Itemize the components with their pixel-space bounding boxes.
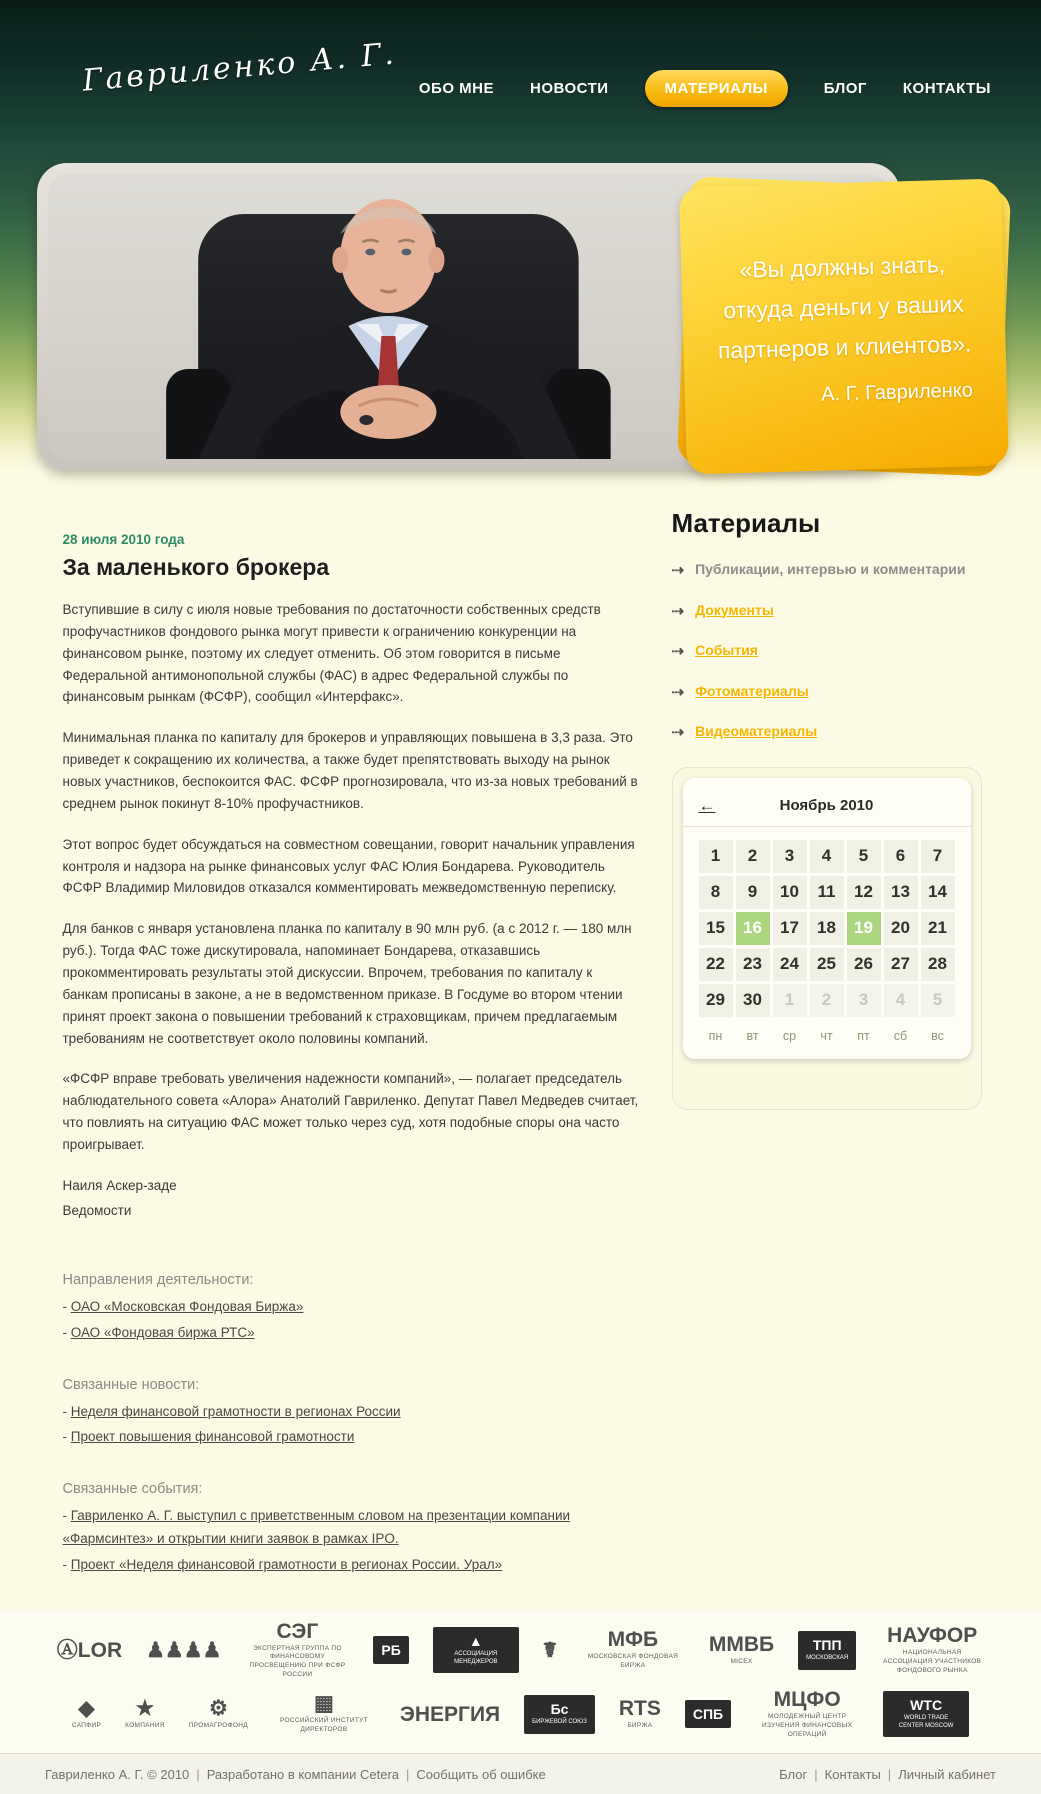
calendar-grid [699,840,955,1017]
partner-logo-naufor[interactable] [880,1625,984,1675]
article-source: Ведомости [62,1202,132,1218]
related-link-row: - Проект «Неделя финансовой грамотности в регионах России. Урал» [62,1557,503,1573]
nav-item-about[interactable]: ОБО МНЕ [418,80,494,97]
sidebar-item-documents[interactable] [672,602,982,622]
calendar-day[interactable]: 17 [773,912,807,945]
partner-logo-text: НАУФОР [887,1624,978,1648]
article-body [63,599,640,1156]
calendar [683,778,971,1059]
calendar-day[interactable]: 28 [921,948,955,981]
related-sections [63,1272,640,1578]
partner-logo-energia[interactable] [400,1704,500,1725]
partner-logo-caption: ЭКСПЕРТНАЯ ГРУППА ПО ФИНАНСОВОМУ ПРОСВЕЩЕНИЮ ПРИ ФСФР РОССИИ [249,1644,346,1678]
footer-link-0[interactable]: Блог [779,1766,808,1782]
calendar-weekday: вт [746,1028,759,1043]
related-section [63,1377,640,1450]
sidebar-item-label: Публикации, интервью и комментарии [695,561,966,577]
partner-logo-text: ♟♟♟♟ [146,1638,222,1662]
calendar-day[interactable]: 25 [810,948,844,981]
arrow-bullet-icon: ⇢ [671,683,685,701]
calendar-day[interactable]: 14 [921,876,955,909]
footer-separator: | [814,1766,818,1782]
quote-card [683,183,1005,470]
calendar-weekday: чт [820,1028,833,1043]
partner-logo-seg[interactable] [245,1621,349,1680]
calendar-panel [672,767,982,1110]
partner-logo-text: ММВБ [708,1632,775,1656]
nav-item-materials[interactable]: МАТЕРИАЛЫ [645,70,788,107]
calendar-day[interactable]: 13 [884,876,918,909]
partner-logo-rts[interactable] [619,1698,661,1731]
calendar-day[interactable]: 8 [699,876,733,909]
materials-menu [672,561,982,743]
calendar-day: 4 [884,984,918,1017]
calendar-day[interactable]: 15 [699,912,733,945]
partner-logo-caption: САПФИР [71,1721,102,1729]
partner-logo-text: ЭНЕРГИЯ [399,1702,501,1726]
sidebar [672,470,982,1610]
sidebar-item-photos[interactable] [672,683,982,703]
partner-logo-caption: КОМПАНИЯ [125,1721,165,1729]
calendar-day[interactable]: 22 [699,948,733,981]
calendar-day[interactable]: 1 [699,840,733,873]
partner-logo-text: ТПП [812,1636,842,1653]
partner-logo-text: Бс [550,1700,569,1717]
footer-link[interactable]: Сообщить об ошибке [416,1766,546,1782]
sidebar-item-label[interactable]: Фотоматериалы [695,682,809,699]
arrow-bullet-icon: ⇢ [671,602,685,620]
footer-left [45,1767,546,1782]
related-section-title: Направления деятельности: [62,1271,254,1288]
arrow-bullet-icon: ⇢ [671,562,685,579]
calendar-day[interactable]: 20 [884,912,918,945]
partner-logo-box [524,1695,595,1734]
related-link-row: - Проект повышения финансовой грамотности [62,1429,355,1445]
partner-logo-mtpp[interactable] [798,1631,856,1670]
calendar-weekday: ср [782,1028,797,1043]
quote-card-front-layer [679,179,1009,475]
partner-logo-text: ▦ [314,1692,334,1716]
partner-logo-box [798,1631,856,1670]
related-section-title: Связанные события: [62,1481,203,1498]
sidebar-item-label[interactable]: Документы [695,601,774,618]
sidebar-item-label[interactable]: Видеоматериалы [695,723,818,739]
calendar-weekday: пн [708,1028,723,1043]
calendar-weekdays [699,1029,955,1043]
nav-item-news[interactable]: НОВОСТИ [530,80,609,97]
partner-logo-alor[interactable] [57,1640,122,1661]
related-link-row: - Неделя финансовой грамотности в регионах России [62,1403,401,1419]
article-date: 28 июля 2010 года [62,532,185,547]
content-area [40,470,1002,1610]
article-paragraph: Вступившие в силу с июля новые требования по достаточности собственных средств профучастников фондового рынка могут привести к ограничению конкуренции на финансовом рынке, поэтому их следует отменить. Об этом говорится в письме Федеральной антимонопольной службы (ФАС) в адрес Федеральной службы по финансовым рынкам (ФСФР), сообщил «Интерфакс». [62,602,601,705]
related-link-row: - ОАО «Московская Фондовая Биржа» [62,1298,304,1314]
quote-author: А. Г. Гавриленко [820,379,974,406]
partner-logo-caption: РОССИЙСКИЙ ИНСТИТУТ ДИРЕКТОРОВ [279,1717,368,1734]
related-link-row: - Гавриленко А. Г. выступил с приветственным словом на презентации компании «Фармсинтез» и открытии книги заявок в рамках IPO. [62,1508,571,1547]
related-link[interactable]: Проект повышения финансовой грамотности [70,1429,355,1445]
partner-logo-caption: ПРОМАГРОФОНД [188,1721,248,1729]
partner-logo-box [685,1700,731,1728]
calendar-day[interactable]: 6 [884,840,918,873]
nav-item-blog[interactable]: БЛОГ [823,80,867,97]
partner-logo-text: СЭГ [276,1619,319,1643]
partner-logo-people-group[interactable] [146,1640,221,1661]
partner-logo-box [433,1627,519,1674]
footer-separator: | [406,1766,410,1782]
article-author: Наиля Аскер-заде [62,1177,177,1193]
footer-copyright: Гавриленко А. Г. © 2010 [45,1766,190,1782]
partner-logo-rb[interactable] [373,1636,408,1664]
sidebar-item-publications[interactable] [672,561,982,581]
partner-logo-assoc-managers[interactable] [433,1627,519,1674]
calendar-header [699,794,955,818]
site-header [0,0,1041,140]
partner-logo-caption: МОСКОВСКАЯ ФОНДОВАЯ БИРЖА [587,1653,679,1670]
calendar-day[interactable]: 30 [736,984,770,1017]
footer-separator: | [887,1766,892,1782]
calendar-day[interactable]: 29 [699,984,733,1017]
partner-logo-birzhevoy-soyuz[interactable] [524,1695,595,1734]
partner-logo-text: СПБ [692,1706,724,1723]
calendar-day[interactable]: 3 [773,840,807,873]
partner-logo-caption: НАЦИОНАЛЬНАЯ АССОЦИАЦИЯ УЧАСТНИКОВ ФОНДОВОГО РЫНКА [883,1649,982,1674]
partner-logo-caption: MICEX [730,1657,753,1665]
partner-logo-text: ☤ [542,1638,557,1662]
calendar-day: 1 [773,984,807,1017]
calendar-day[interactable]: 26 [847,948,881,981]
footer-link-2[interactable]: Личный кабинет [898,1766,996,1782]
calendar-month-label: Ноябрь 2010 [779,797,874,814]
related-link[interactable]: ОАО «Московская Фондовая Биржа» [70,1298,304,1314]
partner-logo-text: ◆ [78,1696,95,1720]
partner-logo-text: ⒶLOR [56,1638,123,1662]
partner-logo-caduceus[interactable] [543,1640,557,1661]
footer-separator: | [196,1766,200,1782]
related-link[interactable]: Неделя финансовой грамотности в регионах России [70,1403,401,1419]
footer-right [779,1767,996,1782]
partner-logo-spb[interactable] [685,1700,731,1728]
related-section-title: Связанные новости: [62,1376,200,1393]
quote-line: партнеров и клиентов». [717,330,972,364]
related-link-row: - ОАО «Фондовая биржа РТС» [62,1324,255,1340]
related-section [63,1481,640,1577]
related-link[interactable]: ОАО «Фондовая биржа РТС» [70,1324,255,1340]
related-section [63,1272,640,1345]
calendar-weekday: сб [893,1028,908,1043]
calendar-day: 5 [921,984,955,1017]
hero-section [0,140,1041,470]
partner-logo-wtc[interactable] [883,1691,969,1738]
partner-logo-mcfo[interactable] [755,1689,859,1739]
calendar-weekday: вс [931,1028,944,1043]
calendar-prev-month-button[interactable]: ← [698,795,716,815]
partner-logo-caption: WORLD TRADE CENTER MOSCOW [898,1714,954,1729]
partner-logo-caption: БИРЖЕВОЙ СОЮЗ [532,1718,587,1725]
sidebar-title: Материалы [671,508,821,538]
calendar-day[interactable]: 4 [810,840,844,873]
partner-logo-caption: АССОЦИАЦИЯ МЕНЕДЖЕРОВ [454,1650,498,1665]
quote-line: «Вы должны знать, [739,251,946,283]
sidebar-item-events[interactable] [672,642,982,662]
partner-logo-text: ▲ [468,1632,483,1649]
partner-logo-box [883,1691,969,1738]
footer-link[interactable]: Разработано в компании Cetera [206,1766,400,1782]
main-nav [419,70,991,107]
partner-logo-rid[interactable] [272,1693,376,1735]
partner-logo-caption: МОСКОВСКАЯ [806,1654,849,1661]
nav-item-contacts[interactable]: КОНТАКТЫ [902,80,991,97]
partner-logo-text: ★ [135,1696,155,1720]
sidebar-item-videos[interactable] [672,723,982,743]
partner-logo-text: МЦФО [773,1688,841,1712]
calendar-day[interactable]: 16 [736,912,770,945]
partner-logo-text: RTS [618,1696,661,1720]
partner-logo-caption: БИРЖА [627,1721,653,1729]
partner-logo-kompaniya[interactable] [125,1698,165,1731]
article-column [40,470,640,1610]
article-paragraph: «ФСФР вправе требовать увеличения надежности компаний», — полагает председатель наблюдательного совета «Алора» Анатолий Гавриленко. Депутат Павел Медведев считает, что повлиять на ситуацию ФАС может только через суд, хотя подобные споры она часто проигрывает. [62,1071,639,1153]
partner-logo-text: РБ [381,1642,401,1659]
calendar-day[interactable]: 9 [736,876,770,909]
sidebar-item-label[interactable]: События [695,642,758,658]
partner-logo-promagrofond[interactable] [189,1698,248,1731]
calendar-day: 2 [810,984,844,1017]
partners-row-1 [28,1618,1013,1682]
calendar-weekday: пт [857,1028,870,1043]
quote-line: откуда деньги у ваших [722,290,964,324]
article-paragraph: Этот вопрос будет обсуждаться на совместном совещании, говорит начальник управления контроля и надзора на рынке финансовых услуг ФАС Юлия Бондарева. Руководитель ФСФР Владимир Миловидов отказался комментировать межведомственную переписку. [62,836,635,896]
calendar-day[interactable]: 5 [847,840,881,873]
partner-logo-mfb[interactable] [581,1629,685,1671]
arrow-bullet-icon: ⇢ [671,724,685,741]
divider [683,826,971,827]
arrow-bullet-icon: ⇢ [671,643,685,660]
calendar-day[interactable]: 10 [773,876,807,909]
partner-logo-micex[interactable] [709,1634,774,1667]
calendar-day[interactable]: 19 [847,912,881,945]
site-footer [0,1753,1041,1794]
partner-logo-caption: МОЛОДЕЖНЫЙ ЦЕНТР ИЗУЧЕНИЯ ФИНАНСОВЫХ ОПЕРАЦИЙ [761,1713,853,1738]
site-logo-signature[interactable]: Гавриленко А. Г. [81,36,398,99]
partner-logo-sapfir[interactable] [72,1698,101,1731]
calendar-day[interactable]: 21 [921,912,955,945]
partner-logo-text: МФБ [607,1628,659,1652]
related-link[interactable]: Проект «Неделя финансовой грамотности в регионах России. Урал» [70,1557,503,1573]
calendar-day[interactable]: 7 [921,840,955,873]
calendar-day: 3 [847,984,881,1017]
calendar-day[interactable]: 23 [736,948,770,981]
calendar-day[interactable]: 27 [884,948,918,981]
quote-text [705,243,982,371]
calendar-day[interactable]: 11 [810,876,844,909]
partner-logo-box [373,1636,408,1664]
calendar-day[interactable]: 24 [773,948,807,981]
calendar-day[interactable]: 12 [847,876,881,909]
article-paragraph: Минимальная планка по капиталу для брокеров и управляющих повышена в 3,3 раза. Это приведет к сокращению их количества, а также будет препятствовать выходу на рынок новых участников, беспокоится ФАС. ФСФР прогнозировала, что из-за новых требований в среднем рынок покинут 8-10% профучастников. [62,730,638,811]
article-title: За маленького брокера [62,554,330,580]
partner-logo-text: WTC [910,1696,943,1713]
calendar-day[interactable]: 2 [736,840,770,873]
partner-logo-text: ⚙ [208,1696,228,1720]
partners-row-2 [28,1682,1013,1746]
article-paragraph: Для банков с января установлена планка по капиталу в 90 млн руб. (а с 2012 г. — 180 млн руб.). Тогда ФАС тоже дискутировала, напоминает Бондарева, отказавшись прокомментировать результаты этой дискуссии. Впрочем, требования по капиталу к банкам прописаны в законе, а не в ведомственном приказе. В Госдуме во втором чтении принят проект закона о повышении требований к страховщикам, причем предлагаемым требованиям не соответствует около половины компаний. [62,921,632,1046]
partners-strip [0,1610,1041,1753]
related-link[interactable]: Гавриленко А. Г. выступил с приветственным словом на презентации компании «Фармсинтез» и открытии книги заявок в рамках IPO. [62,1508,571,1547]
calendar-day[interactable]: 18 [810,912,844,945]
footer-link-1[interactable]: Контакты [824,1766,881,1782]
